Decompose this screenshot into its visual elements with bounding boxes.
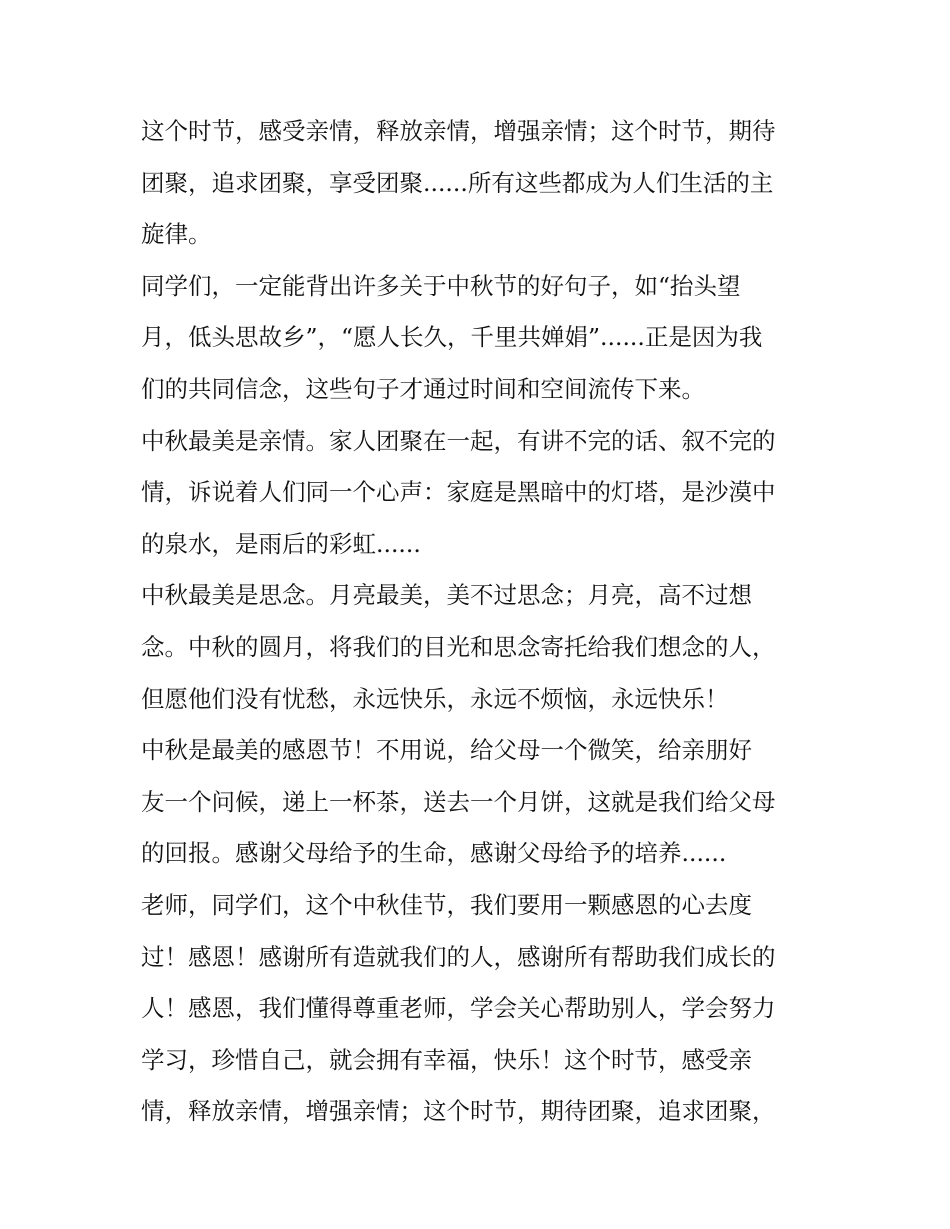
text-line: 的回报。感谢父母给予的生命，感谢父母给予的培养...... — [141, 839, 727, 868]
text-line: 中秋是最美的感恩节！不用说，给父母一个微笑，给亲朋好 — [141, 736, 752, 765]
text-line: 学习，珍惜自己，就会拥有幸福，快乐！这个时节，感受亲 — [141, 1045, 752, 1074]
document-body — [141, 106, 816, 1138]
text-line: 这个时节，感受亲情，释放亲情，增强亲情；这个时节，期待 — [141, 117, 776, 145]
text-line: 过！感恩！感谢所有造就我们的人，感谢所有帮助我们成长的 — [141, 942, 776, 971]
text-line: 但愿他们没有忧愁，永远快乐，永远不烦恼，永远快乐！ — [141, 684, 729, 713]
text-line: 同学们，一定能背出许多关于中秋节的好句子，如“抬头望 — [141, 271, 741, 300]
text-line: 团聚，追求团聚，享受团聚......所有这些都成为人们生活的主 — [141, 168, 774, 197]
text-line: 的泉水，是雨后的彩虹...... — [141, 529, 421, 558]
text-line: 友一个问候，递上一杯茶，送去一个月饼，这就是我们给父母 — [141, 787, 776, 816]
text-line: 念。中秋的圆月，将我们的目光和思念寄托给我们想念的人， — [141, 632, 776, 661]
text-line: 旋律。 — [141, 220, 212, 249]
text-line: 老师，同学们，这个中秋佳节，我们要用一颗感恩的心去度 — [141, 890, 752, 919]
text-line: 情，诉说着人们同一个心声：家庭是黑暗中的灯塔，是沙漠中 — [141, 478, 776, 507]
text-line: 情，释放亲情，增强亲情；这个时节，期待团聚，追求团聚， — [141, 1097, 776, 1126]
text-line: 们的共同信念，这些句子才通过时间和空间流传下来。 — [141, 374, 705, 403]
text-line: 中秋最美是思念。月亮最美，美不过思念；月亮，高不过想 — [141, 581, 752, 610]
text-line: 人！感恩，我们懂得尊重老师，学会关心帮助别人，学会努力 — [141, 994, 776, 1023]
text-line: 月，低头思故乡”，“愿人长久，千里共婵娟”......正是因为我 — [141, 323, 763, 352]
text-line: 中秋最美是亲情。家人团聚在一起，有讲不完的话、叙不完的 — [141, 426, 776, 455]
